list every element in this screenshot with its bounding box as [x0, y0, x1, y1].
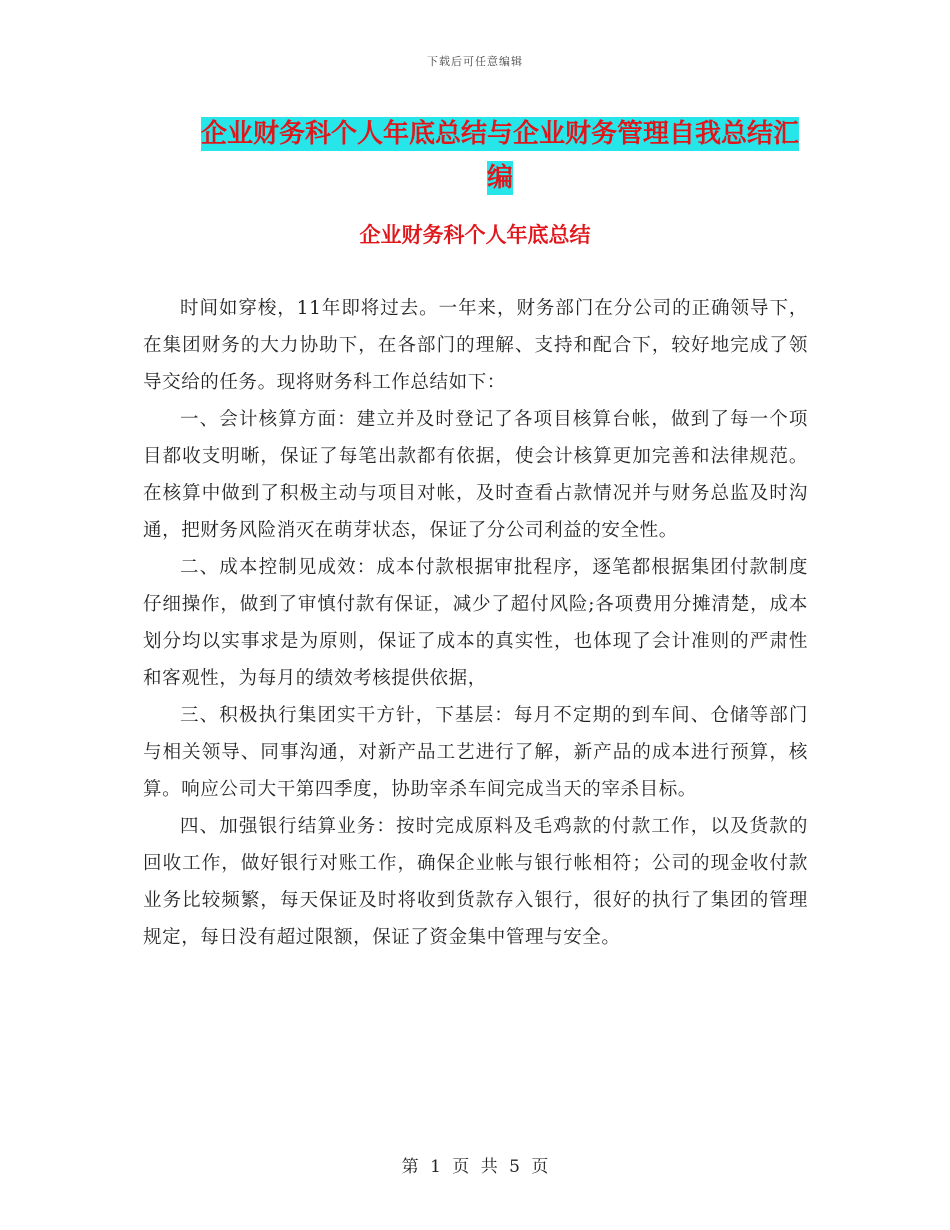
document-title-line2: 编: [486, 163, 513, 193]
paragraph-intro: 时间如穿梭，11年即将过去。一年来，财务部门在分公司的正确领导下，在集团财务的大力协助下，在各部门的理解、支持和配合下，较好地完成了领导交给的任务。现将财务科工作总结如下：: [143, 298, 808, 393]
section-title: 企业财务科个人年底总结: [359, 223, 591, 247]
document-body: [143, 290, 808, 956]
paragraph-grassroots: 三、积极执行集团实干方针，下基层：每月不定期的到车间、仓储等部门与相关领导、同事沟通，对新产品工艺进行了解，新产品的成本进行预算，核算。响应公司大干第四季度，协助宰杀车间完成当天的宰杀目标。: [143, 705, 808, 800]
page-number: 第 1 页 共 5 页: [401, 1157, 549, 1177]
paragraph-cost-control: 二、成本控制见成效：成本付款根据审批程序，逐笔都根据集团付款制度仔细操作，做到了审慎付款有保证，减少了超付风险;各项费用分摊清楚，成本划分均以实事求是为原则，保证了成本的真实性，也体现了会计准则的严肃性和客观性，为每月的绩效考核提供依据，: [143, 557, 808, 689]
document-title: [190, 112, 810, 200]
paragraph-bank-settlement: 四、加强银行结算业务：按时完成原料及毛鸡款的付款工作，以及货款的回收工作，做好银行对账工作，确保企业帐与银行帐相符；公司的现金收付款业务比较频繁，每天保证及时将收到货款存入银行，很好的执行了集团的管理规定，每日没有超过限额，保证了资金集中管理与安全。: [143, 816, 808, 948]
document-title-line1: 企业财务科个人年底总结与企业财务管理自我总结汇: [200, 119, 799, 149]
paragraph-accounting: 一、会计核算方面：建立并及时登记了各项目核算台帐，做到了每一个项目都收支明晰，保证了每笔出款都有依据，使会计核算更加完善和法律规范。在核算中做到了积极主动与项目对帐，及时查看占款情况并与财务总监及时沟通，把财务风险消灭在萌芽状态，保证了分公司利益的安全性。: [143, 409, 808, 541]
page-header-note: 下载后可任意编辑: [427, 55, 523, 68]
